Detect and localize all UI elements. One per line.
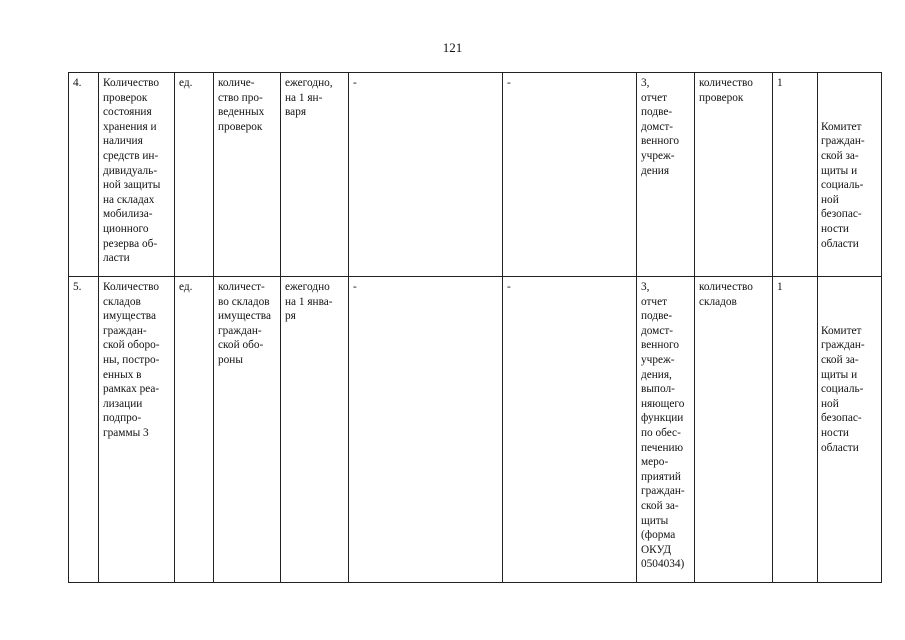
inner-divider — [817, 73, 818, 276]
table-row — [69, 277, 882, 583]
source-cell: 3, отчет подве- домст- венного учреж- дения — [637, 73, 695, 277]
table-row — [69, 73, 882, 277]
indicator-name-cell: Количество складов имущества граждан- ской оборо- ны, постро- енных в рамках реа- лизации подпро- граммы 3 — [99, 277, 175, 583]
inner-divider — [817, 277, 818, 582]
definition-cell: количе- ство про- веденных проверок — [214, 73, 281, 277]
formula-cell: - — [349, 277, 503, 583]
period-cell: ежегодно на 1 янва- ря — [281, 277, 349, 583]
page-number: 121 — [442, 40, 463, 55]
row-number-cell: 4. — [69, 73, 99, 277]
responsible-cell — [773, 73, 882, 277]
extra-value: 1 — [777, 77, 783, 89]
period-cell: ежегодно, на 1 ян- варя — [281, 73, 349, 277]
indicator-name-cell: Количество проверок состояния хранения и наличия средств ин- дивидуаль- ной защиты на складах мобилиза- ционного резерва об- ласти — [99, 73, 175, 277]
responsible-text: Комитет граждан- ской за- щиты и социаль- ной безопас- ности области — [821, 120, 865, 250]
base-indicator-cell: количество складов — [695, 277, 773, 583]
extra-value: 1 — [777, 281, 783, 293]
unit-cell: ед. — [175, 73, 214, 277]
method-cell: - — [503, 277, 637, 583]
responsible-cell — [773, 277, 882, 583]
formula-cell: - — [349, 73, 503, 277]
indicators-table — [68, 72, 882, 583]
source-cell: 3, отчет подве- домст- венного учреж- дения, выпол- няющего функции по обес- печению меро- приятий граждан- ской за- щиты (форма ОКУД 0504034) — [637, 277, 695, 583]
definition-cell: количест- во складов имущества граждан- ской обо- роны — [214, 277, 281, 583]
unit-cell: ед. — [175, 277, 214, 583]
base-indicator-cell: количество проверок — [695, 73, 773, 277]
row-number-cell: 5. — [69, 277, 99, 583]
method-cell: - — [503, 73, 637, 277]
responsible-text: Комитет граждан- ской за- щиты и социаль- ной безопас- ности области — [821, 324, 865, 454]
